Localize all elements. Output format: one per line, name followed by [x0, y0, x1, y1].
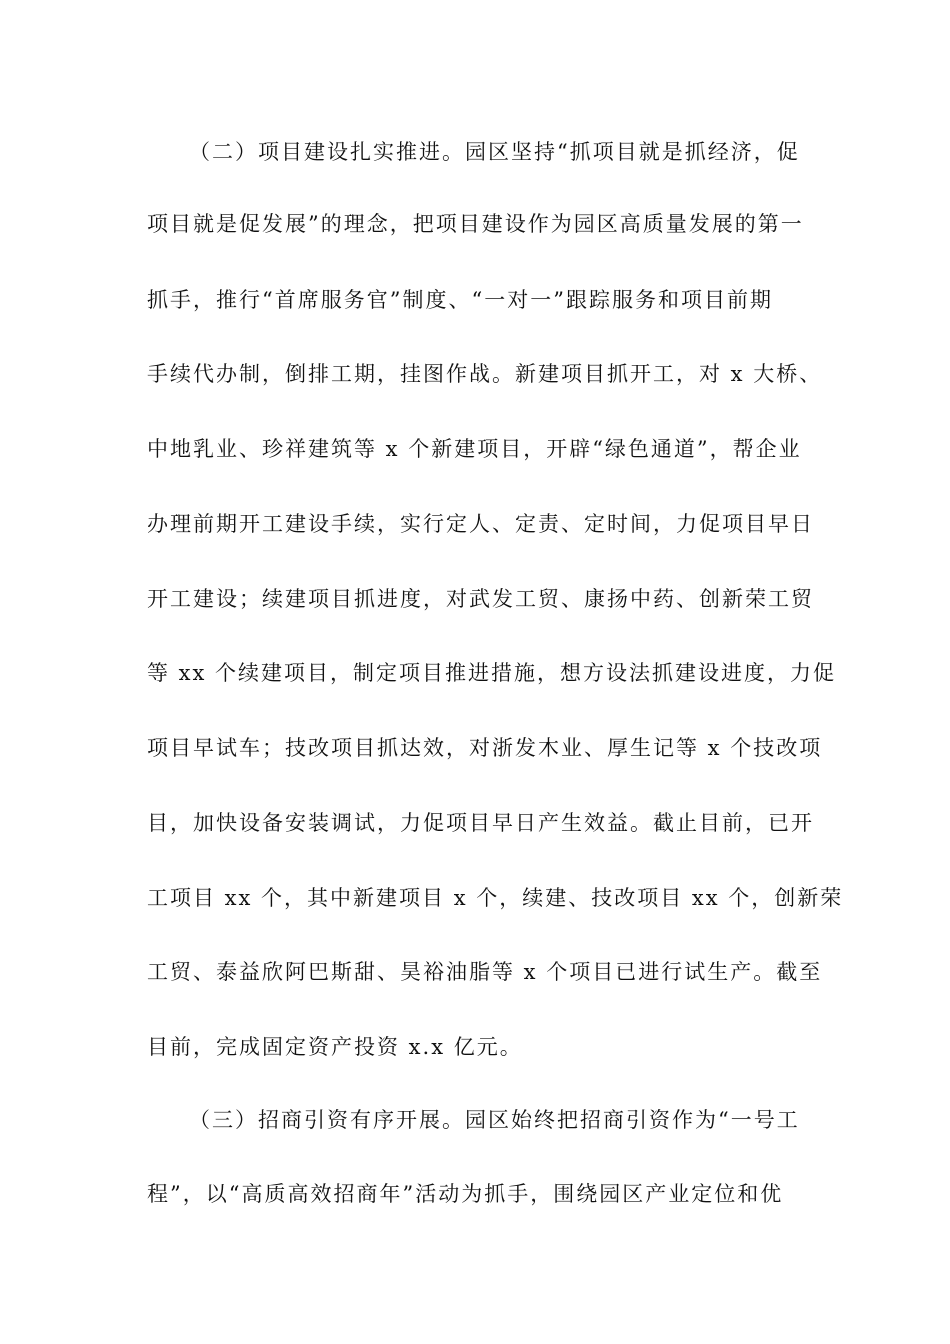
paragraph-2-line-7: 开工建设；续建项目抓进度，对武发工贸、康扬中药、创新荣工贸: [147, 587, 814, 611]
paragraph-2-line-1: （二）项目建设扎实推进。园区坚持“抓项目就是抓经济，促: [189, 140, 800, 164]
paragraph-2-line-12: 工贸、泰益欣阿巴斯甜、昊裕油脂等 x 个项目已进行试生产。截至: [147, 960, 823, 984]
paragraph-2-line-3: 抓手，推行“首席服务官”制度、“一对一”跟踪服务和项目前期: [147, 288, 773, 312]
paragraph-2-line-6: 办理前期开工建设手续，实行定人、定责、定时间，力促项目早日: [147, 512, 814, 536]
paragraph-2-line-13: 目前，完成固定资产投资 x.x 亿元。: [147, 1035, 523, 1059]
paragraph-2-line-5: 中地乳业、珍祥建筑等 x 个新建项目，开辟“绿色通道”，帮企业: [147, 437, 802, 461]
paragraph-2-line-9: 项目早试车；技改项目抓达效，对浙发木业、厚生记等 x 个技改项: [147, 736, 823, 760]
paragraph-2-line-10: 目，加快设备安装调试，力促项目早日产生效益。截止目前，已开: [147, 811, 814, 835]
paragraph-3-line-2: 程”，以“高质高效招商年”活动为抓手，围绕园区产业定位和优: [147, 1182, 784, 1206]
paragraph-2-line-4: 手续代办制，倒排工期，挂图作战。新建项目抓开工，对 x 大桥、: [147, 362, 823, 386]
paragraph-2-line-8: 等 xx 个续建项目，制定项目推进措施，想方设法抓建设进度，力促: [147, 661, 837, 685]
paragraph-3-line-1: （三）招商引资有序开展。园区始终把招商引资作为“一号工: [189, 1108, 800, 1132]
paragraph-2-line-2: 项目就是促发展”的理念，把项目建设作为园区高质量发展的第一: [147, 212, 804, 236]
paragraph-2-line-11: 工项目 xx 个，其中新建项目 x 个，续建、技改项目 xx 个，创新荣: [147, 886, 844, 910]
